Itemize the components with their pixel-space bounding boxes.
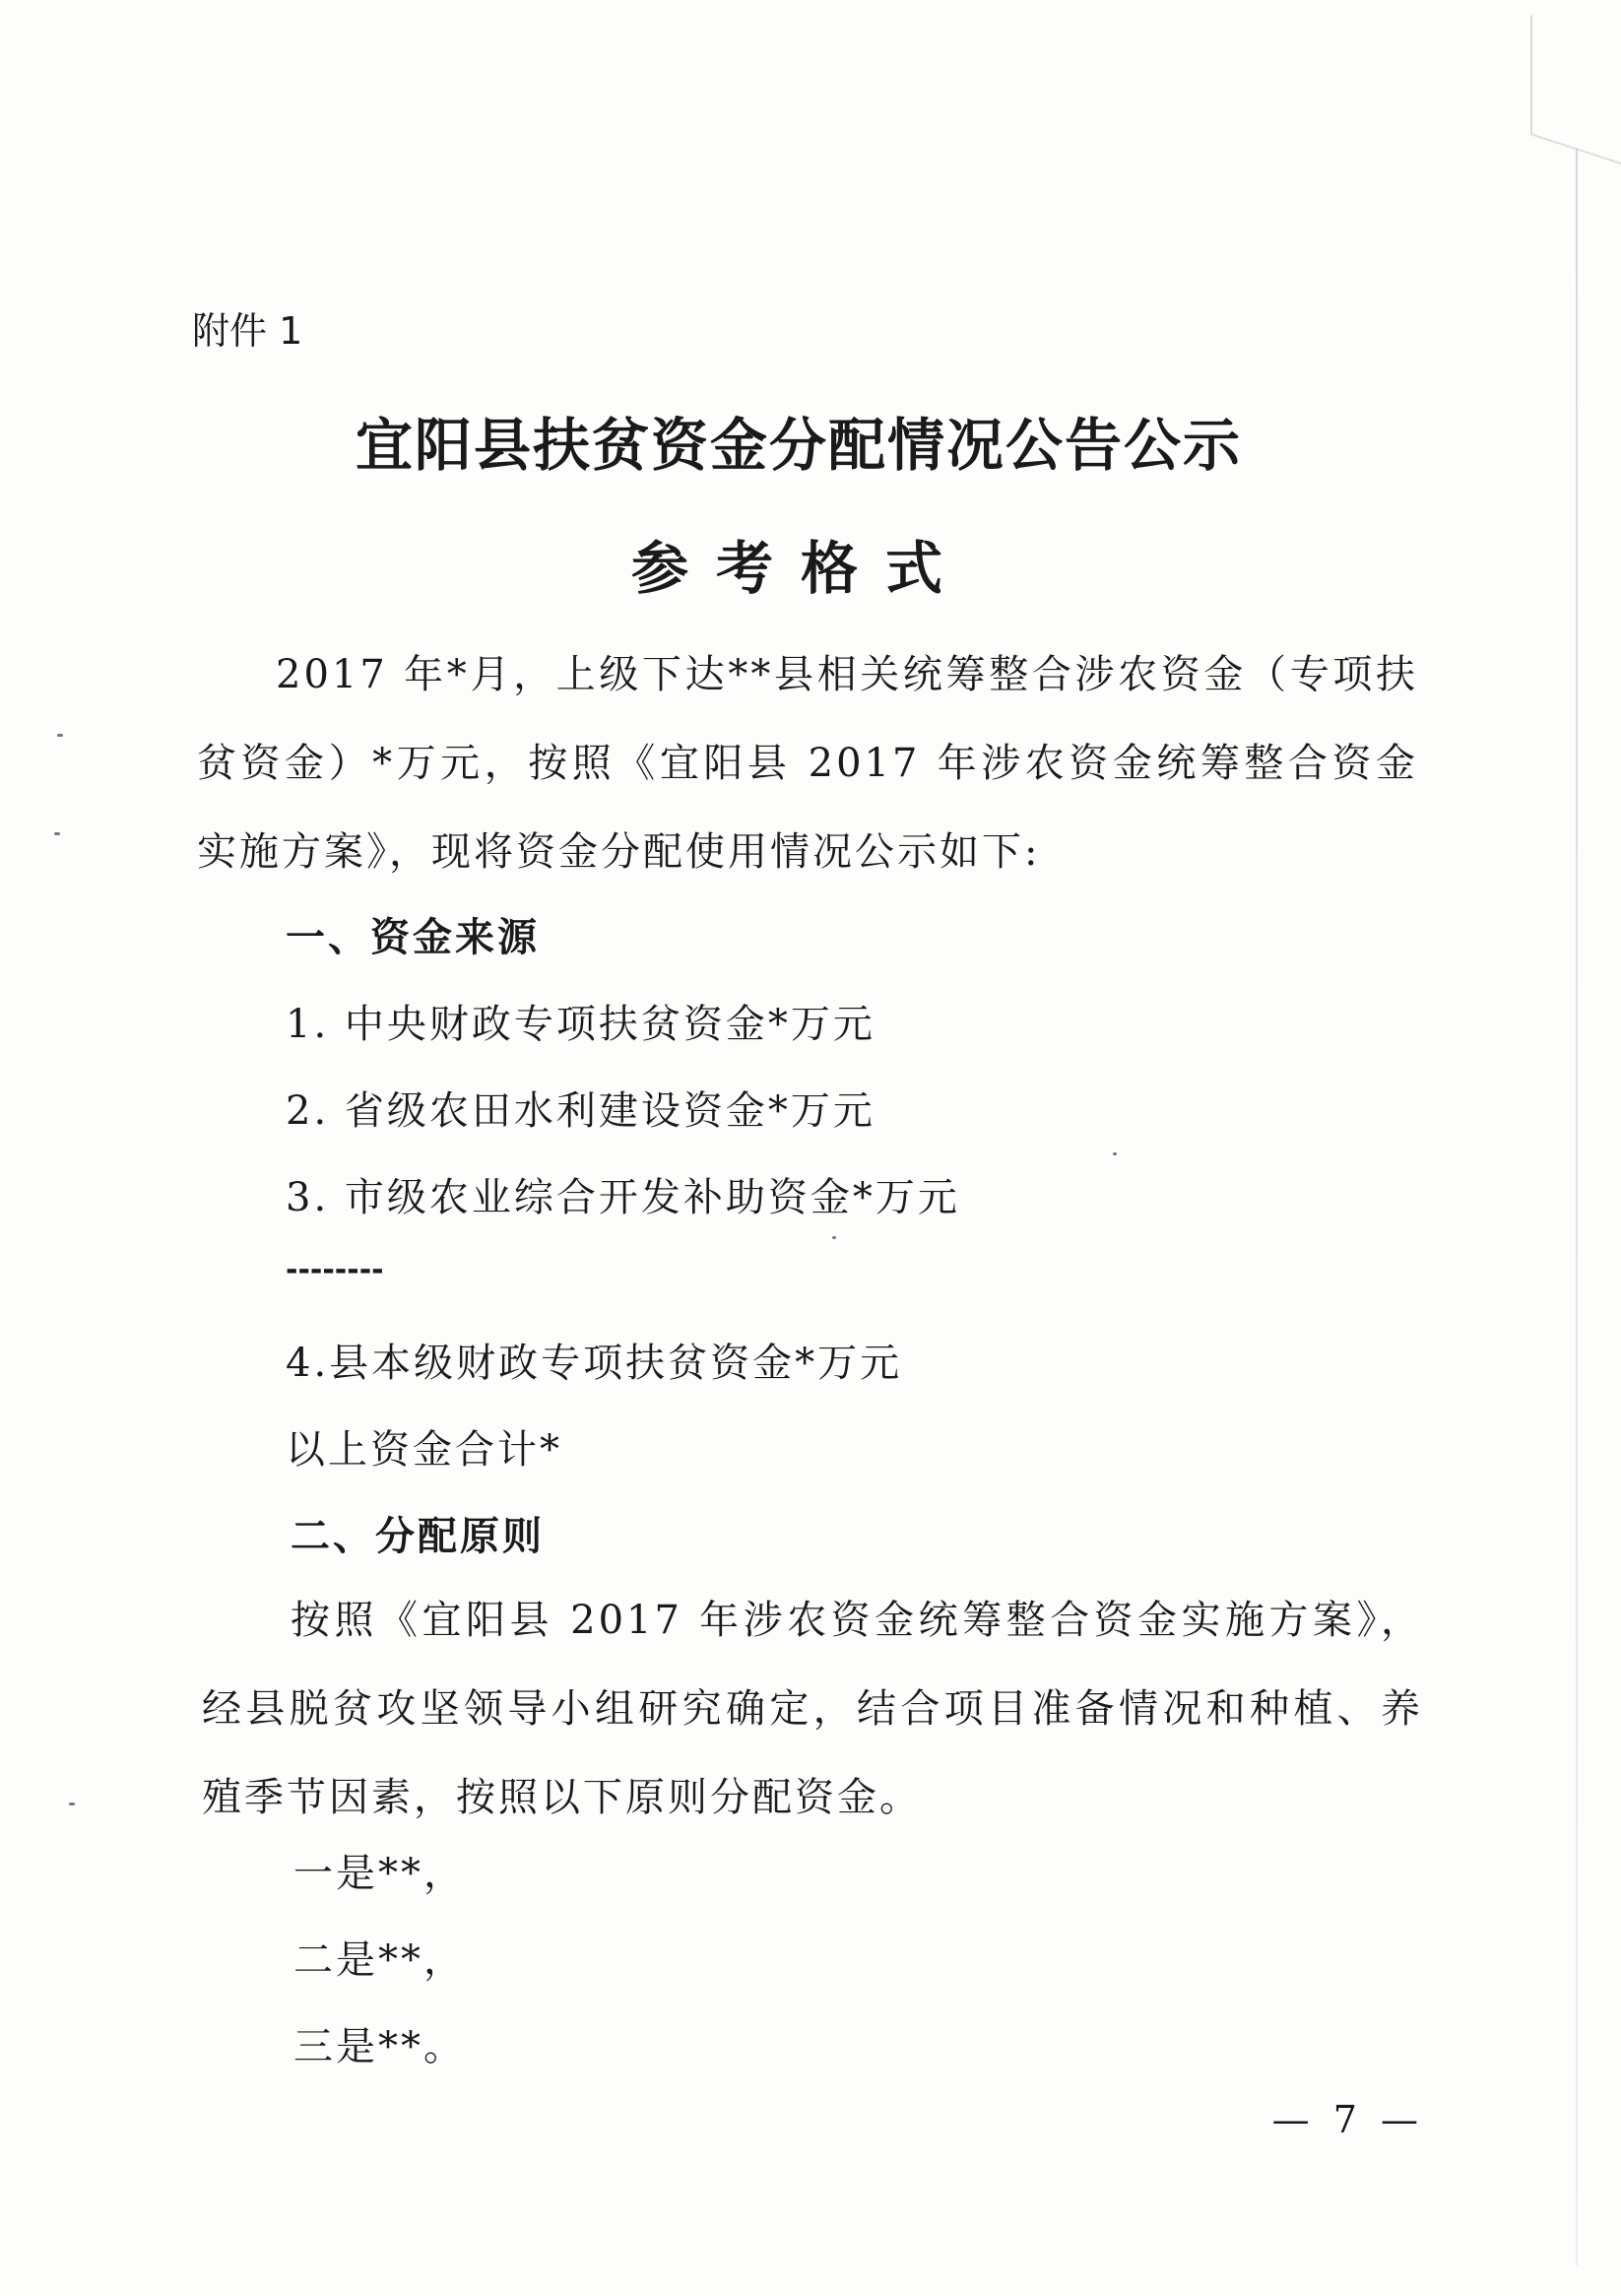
section2-paragraph: 按照《宜阳县 2017 年涉农资金统筹整合资金实施方案》，经县脱贫攻坚领导小组研究确定，结合项目准备情况和种植、养殖季节因素，按照以下原则分配资金。: [202, 1598, 1423, 1820]
funding-item-3: 3. 市级农业综合开发补助资金*万元: [286, 1175, 960, 1220]
document-subtitle: 参考格式: [630, 535, 970, 602]
document-title: 宜阳县扶贫资金分配情况公告公示: [355, 412, 1242, 479]
section2-heading: 二、分配原则: [291, 1514, 545, 1559]
page-corner-fold: [1530, 15, 1621, 164]
page-number: — 7 —: [1271, 2098, 1424, 2141]
section1-heading: 一、资金来源: [286, 915, 540, 960]
funding-item-1: 1. 中央财政专项扶贫资金*万元: [286, 1002, 875, 1047]
intro-paragraph: 2017 年*月，上级下达**县相关统筹整合涉农资金（专项扶贫资金）*万元，按照《宜阳县 2017 年涉农资金统筹整合资金实施方案》，现将资金分配使用情况公示如下:: [197, 652, 1418, 875]
ellipsis-dashes: --------: [286, 1253, 384, 1287]
principle-point-3: 三是**。: [293, 2024, 466, 2069]
funding-item-4: 4.县本级财政专项扶贫资金*万元: [286, 1341, 903, 1386]
funding-total: 以上资金合计*: [286, 1427, 562, 1473]
principle-point-1: 一是**，: [293, 1851, 466, 1896]
principle-point-2: 二是**，: [293, 1937, 466, 1983]
attachment-label: 附件 1: [192, 309, 303, 353]
funding-item-2: 2. 省级农田水利建设资金*万元: [286, 1088, 875, 1134]
